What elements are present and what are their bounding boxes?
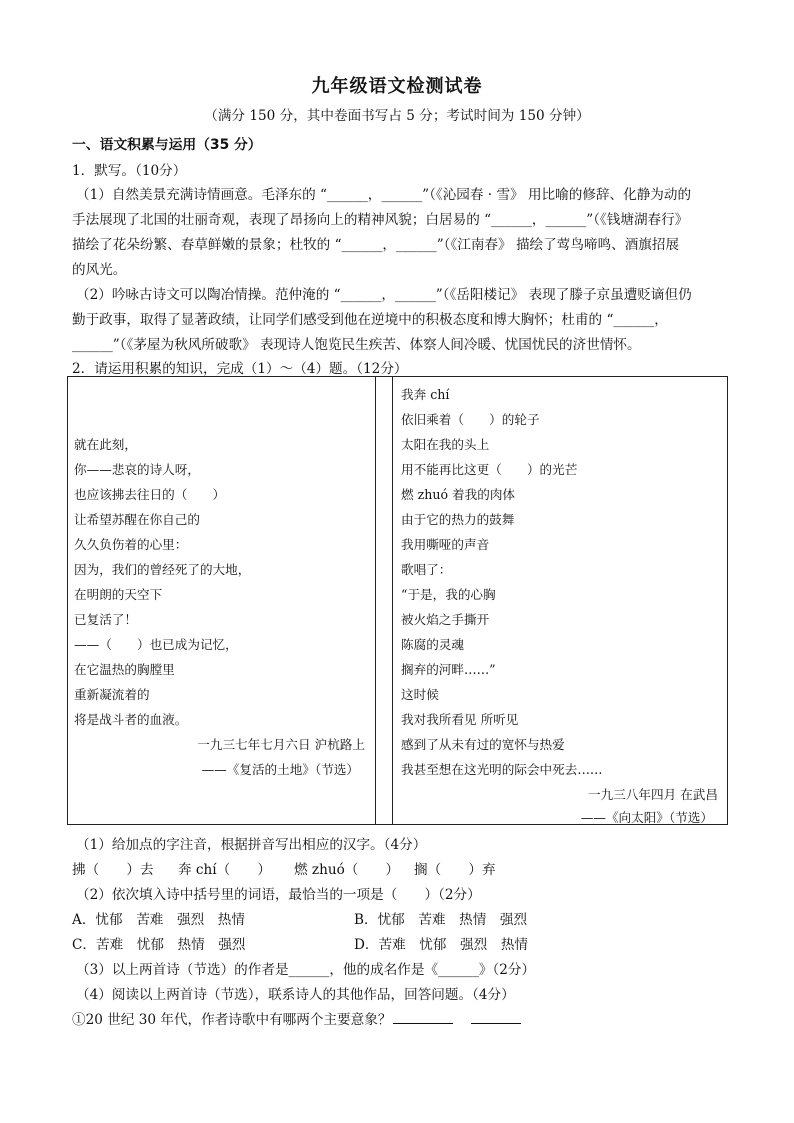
column-divider bbox=[392, 377, 393, 824]
poem-line: 依旧乘着（ ）的轮子 bbox=[401, 412, 540, 427]
option-b: B．忧郁 苦难 热情 强烈 bbox=[354, 912, 528, 928]
poem-line: 已复活了！ bbox=[74, 612, 137, 627]
poem-line: 搁弃的河畔……” bbox=[401, 662, 496, 677]
column-divider bbox=[375, 377, 376, 824]
section-heading: 一、语文积累与运用（35 分） bbox=[72, 137, 262, 153]
q1-p1-line: 手法展现了北国的壮丽奇观，表现了昂扬向上的精神风貌；白居易的 “______，______”（《钱塘湖春行》 bbox=[72, 212, 689, 228]
poem-date: 一九三八年四月 在武昌 bbox=[588, 787, 718, 802]
poem-line: 久久负伤着的心里： bbox=[74, 537, 188, 552]
option-d: D．苦难 忧郁 强烈 热情 bbox=[354, 937, 529, 953]
q1-p2-line: （2）吟咏古诗文可以陶冶情操。范仲淹的 “______，______”（《岳阳楼记》 表现了滕子京虽遭贬谪但仍 bbox=[76, 287, 692, 303]
page-title: 九年级语文检测试卷 bbox=[311, 76, 483, 97]
poem-source: ——《复活的土地》（节选） bbox=[201, 762, 359, 777]
poem-line: ——（ ）也已成为记忆， bbox=[74, 637, 238, 652]
answer-blank[interactable] bbox=[393, 1011, 453, 1024]
poem-line: 陈腐的灵魂 bbox=[401, 637, 464, 652]
q2-sub2: （2）依次填入诗中括号里的词语，最恰当的一项是（ ）（2分） bbox=[76, 887, 481, 903]
poem-line: 歌唱了： bbox=[401, 562, 452, 577]
pinyin-item: 拂（ ）去 bbox=[72, 862, 154, 878]
page-subtitle: （满分 150 分，其中卷面书写占 5 分；考试时间为 150 分钟） bbox=[204, 108, 590, 124]
poem-line: 由于它的热力的鼓舞 bbox=[401, 512, 515, 527]
poem-line: 重新凝流着的 bbox=[74, 687, 150, 702]
q2-sub1: （1）给加点的字注音，根据拼音写出相应的汉字。（4分） bbox=[76, 837, 427, 853]
poem-line: 因为，我们的曾经死了的大地， bbox=[74, 562, 251, 577]
poem-line: 我对我所看见 所听见 bbox=[401, 712, 519, 727]
q1-p1-line: （1）自然美景充满诗情画意。毛泽东的 “______，______”（《沁园春 · 雪》 用比喻的修辞、化静为动的 bbox=[76, 187, 692, 203]
poem-line: 在它温热的胸膛里 bbox=[74, 662, 175, 677]
poem-line: 在明朗的天空下 bbox=[74, 587, 163, 602]
question-2-header: 2．请运用积累的知识，完成（1）～（4）题。（12分） bbox=[72, 361, 408, 377]
q1-p1-line: 的风光。 bbox=[72, 262, 127, 278]
poems-box bbox=[67, 376, 728, 825]
option-a: A．忧郁 苦难 强烈 热情 bbox=[72, 912, 245, 928]
poem-line: 我甚至想在这光明的际会中死去…… bbox=[401, 762, 603, 777]
pinyin-item: 燃 zhuó（ ） bbox=[294, 862, 400, 878]
poem-source: ——《向太阳》（节选） bbox=[580, 810, 713, 825]
poem-line: 将是战斗者的血液。 bbox=[74, 712, 188, 727]
pinyin-item: 奔 chí（ ） bbox=[178, 862, 272, 878]
poem-line: 燃 zhuó 着我的肉体 bbox=[401, 487, 516, 502]
poem-line: 你——悲哀的诗人呀， bbox=[74, 462, 200, 477]
option-c: C．苦难 忧郁 热情 强烈 bbox=[72, 937, 246, 953]
poem-line: 感到了从未有过的宽怀与热爱 bbox=[401, 737, 565, 752]
question-1-header: 1．默写。（10分） bbox=[72, 163, 187, 179]
answer-blank[interactable] bbox=[471, 1011, 521, 1024]
q1-p2-line: ______”（《茅屋为秋风所破歌》 表现诗人饱览民生疾苦、体察人间冷暖、忧国忧民的济世情怀。 bbox=[72, 337, 641, 353]
poem-line: 太阳在我的头上 bbox=[401, 437, 490, 452]
q2-sub3: （3）以上两首诗（节选）的作者是______，他的成名作是《______》（2分） bbox=[76, 962, 536, 978]
poem-line: 就在此刻， bbox=[74, 437, 137, 452]
poem-date: 一九三七年七月六日 沪杭路上 bbox=[197, 737, 365, 752]
poem-line: 这时候 bbox=[401, 687, 439, 702]
poem-line: 让希望苏醒在你自己的 bbox=[74, 512, 200, 527]
poem-line: 用不能再比这更（ ）的光芒 bbox=[401, 462, 578, 477]
poem-line: 我奔 chí bbox=[401, 387, 450, 402]
q2-sub4-question-text: ①20 世纪 30 年代，作者诗歌中有哪两个主要意象？ bbox=[72, 1012, 392, 1028]
q1-p1-line: 描绘了花朵纷繁、春草鲜嫩的景象；杜牧的 “______，______”（《江南春》 描绘了莺鸟啼鸣、酒旗招展 bbox=[72, 237, 680, 253]
q1-p2-line: 勤于政事，取得了显著政绩，让同学们感受到他在逆境中的积极态度和博大胸怀；杜甫的 “______， bbox=[72, 312, 668, 328]
poem-line: 被火焰之手撕开 bbox=[401, 612, 490, 627]
q2-sub4: （4）阅读以上两首诗（节选），联系诗人的其他作品，回答问题。（4分） bbox=[76, 987, 515, 1003]
q2-sub4-question bbox=[72, 1008, 521, 1028]
poem-line: “于是，我的心胸 bbox=[401, 587, 496, 602]
poem-line: 也应该拂去往日的（ ） bbox=[74, 487, 226, 502]
poem-line: 我用嘶哑的声音 bbox=[401, 537, 490, 552]
pinyin-item: 搁（ ）弃 bbox=[414, 862, 496, 878]
